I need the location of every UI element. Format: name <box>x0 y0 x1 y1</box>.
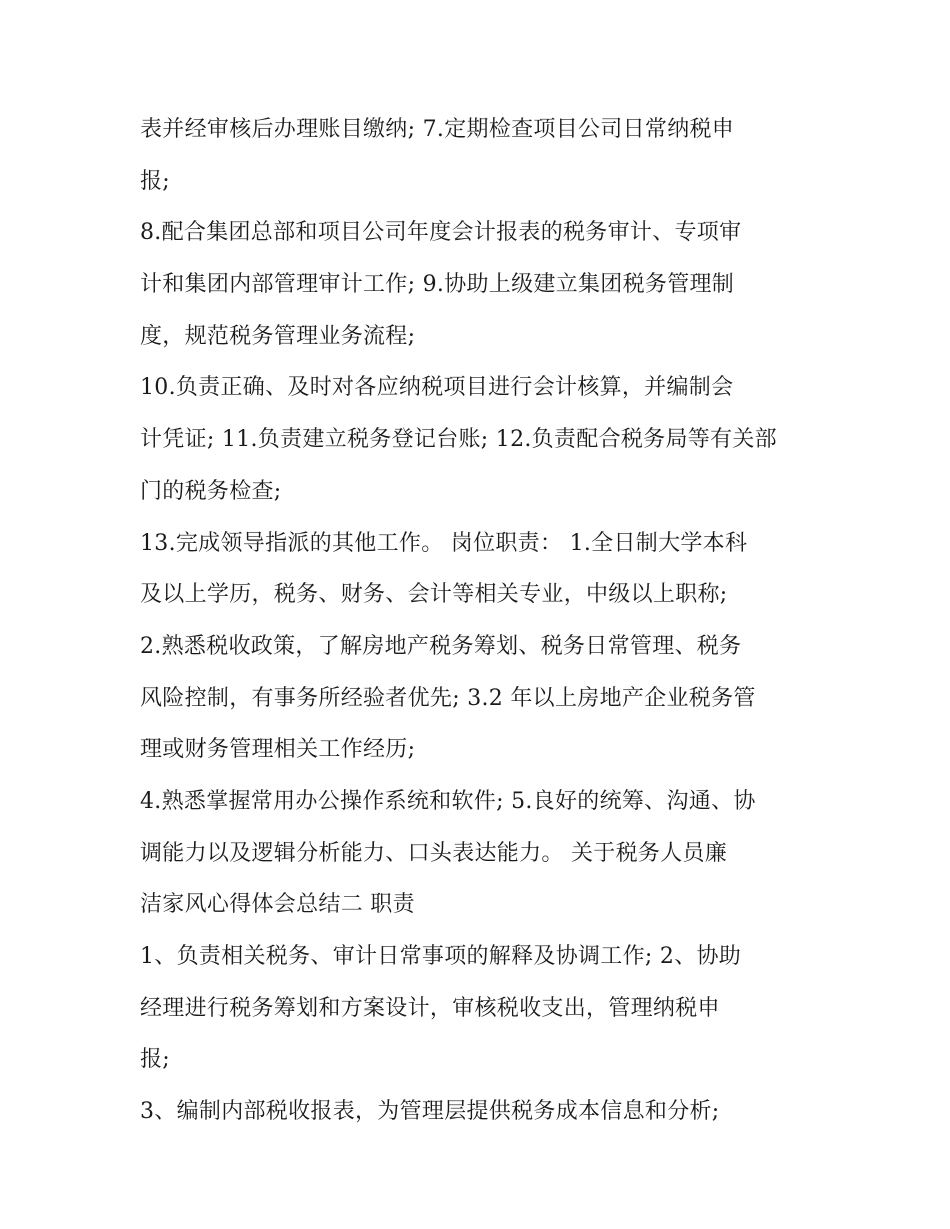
text-line: 理或财务管理相关工作经历; <box>140 737 416 763</box>
text-line: 计凭证; 11.负责建立税务登记台账; 12.负责配合税务局等有关部 <box>140 427 777 453</box>
text-line: 经理进行税务筹划和方案设计，审核税收支出，管理纳税申 <box>140 995 720 1021</box>
text-line: 报; <box>140 1047 171 1073</box>
text-line: 风险控制，有事务所经验者优先; 3.2 年以上房地产企业税务管 <box>140 685 756 711</box>
text-line: 洁家风心得体会总结二 职责 <box>140 892 415 918</box>
text-line: 10.负责正确、及时对各应纳税项目进行会计核算，并编制会 <box>140 375 734 401</box>
text-line: 3、编制内部税收报表，为管理层提供税务成本信息和分析; <box>140 1099 720 1125</box>
text-line: 计和集团内部管理审计工作; 9.协助上级建立集团税务管理制 <box>140 272 735 298</box>
text-line: 2.熟悉税收政策，了解房地产税务筹划、税务日常管理、税务 <box>140 633 742 659</box>
text-line: 报; <box>140 168 171 194</box>
document-body <box>140 104 820 1138</box>
text-line: 调能力以及逻辑分析能力、口头表达能力。 关于税务人员廉 <box>140 840 728 866</box>
text-line: 4.熟悉掌握常用办公操作系统和软件; 5.良好的统筹、沟通、协 <box>140 788 756 814</box>
text-line: 门的税务检查; <box>140 478 282 504</box>
text-line: 表并经审核后办理账目缴纳; 7.定期检查项目公司日常纳税申 <box>140 117 735 142</box>
text-line: 8.配合集团总部和项目公司年度会计报表的税务审计、专项审 <box>140 220 742 246</box>
text-line: 13.完成领导指派的其他工作。 岗位职责： 1.全日制大学本科 <box>140 530 748 556</box>
text-line: 及以上学历，税务、财务、会计等相关专业，中级以上职称; <box>140 582 728 608</box>
text-line: 1、负责相关税务、审计日常事项的解释及协调工作; 2、协助 <box>140 944 742 969</box>
text-line: 度，规范税务管理业务流程; <box>140 323 416 349</box>
